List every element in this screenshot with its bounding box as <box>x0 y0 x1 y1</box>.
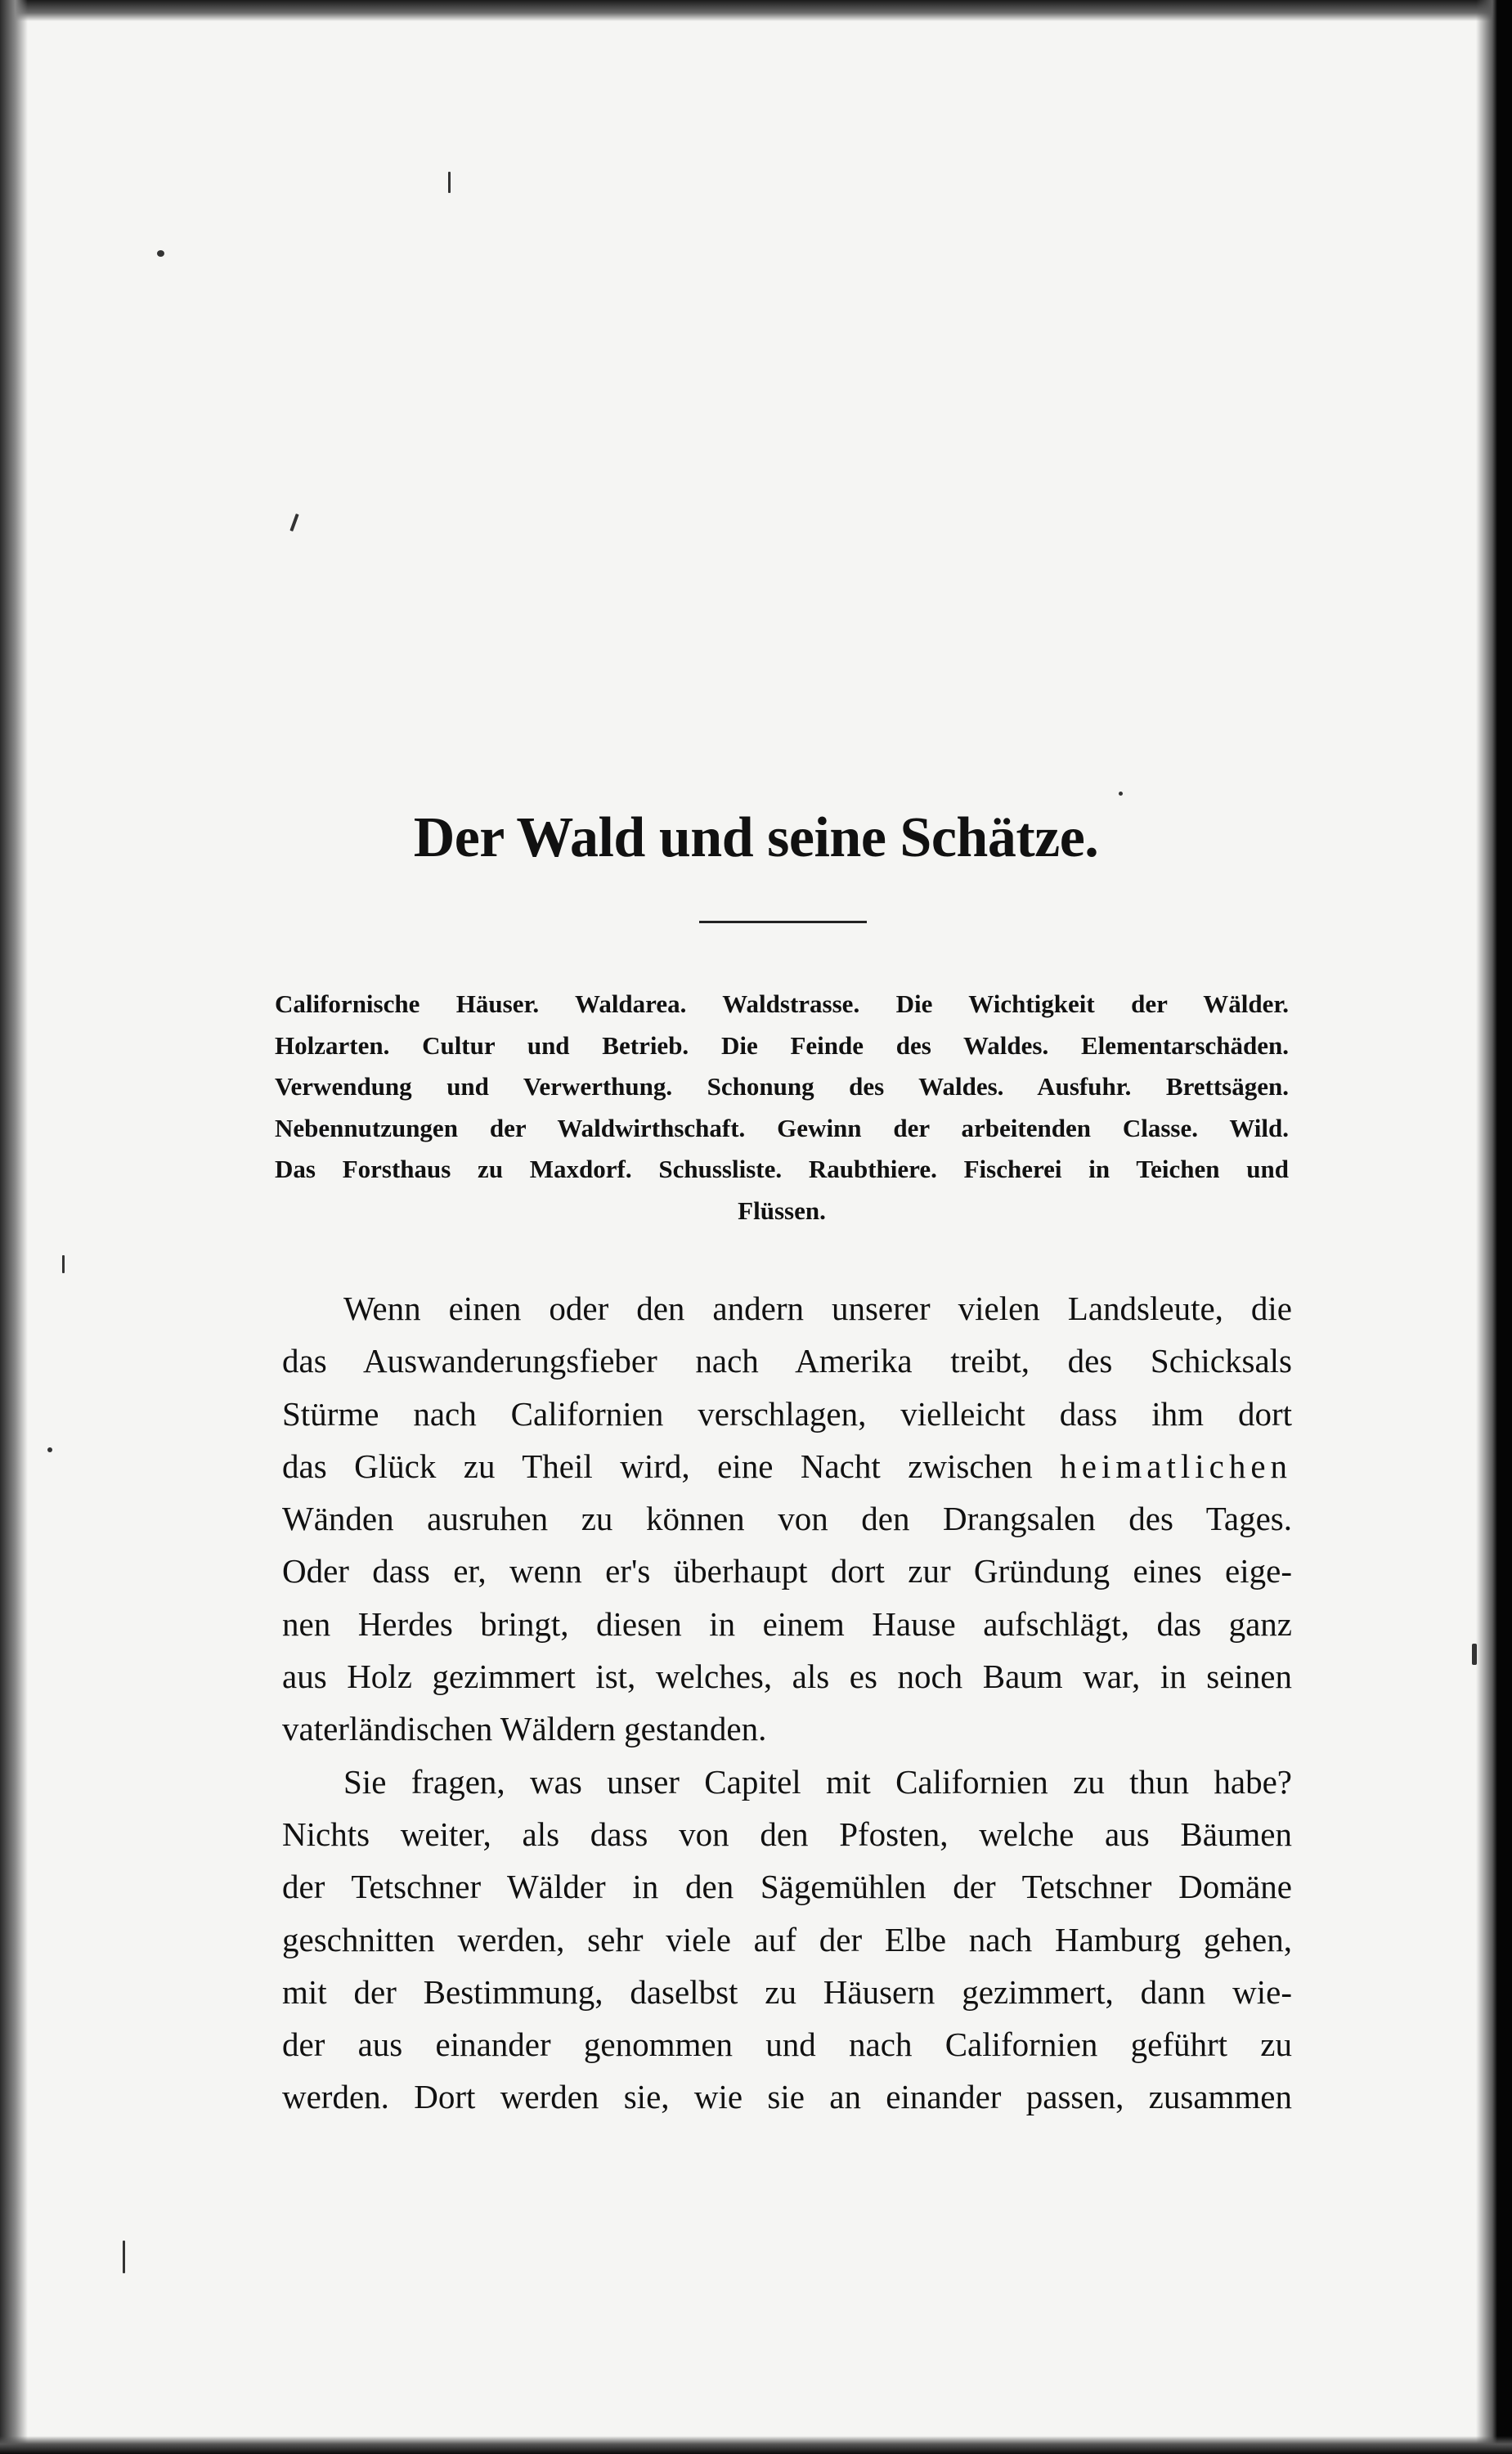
paragraph-1-line: Wänden ausruhen zu können von den Drangsalen des Tages. <box>282 1500 1292 1538</box>
title-rule <box>699 921 867 923</box>
summary-line: Verwendung und Verwerthung. Schonung des Waldes. Ausfuhr. Brettsägen. <box>275 1072 1289 1101</box>
paragraph-1-line: Wenn einen oder den andern unserer vielen Landsleute, die <box>343 1290 1292 1327</box>
paragraph-1-line <box>282 1440 1292 1492</box>
summary-line: Holzarten. Cultur und Betrieb. Die Feinde des Waldes. Elementarschäden. <box>275 1030 1289 1060</box>
scan-edge-left <box>0 0 28 2454</box>
paragraph-1-line: das Auswanderungsfieber nach Amerika treibt, des Schicksals <box>282 1342 1292 1380</box>
summary-line: Californische Häuser. Waldarea. Waldstrasse. Die Wichtigkeit der Wälder. <box>275 989 1289 1018</box>
scan-edge-right <box>1476 0 1512 2454</box>
paragraph-2-line: mit der Bestimmung, daselbst zu Häusern gezimmert, dann wie- <box>282 1972 1292 2011</box>
paragraph-2-line: der Tetschner Wälder in den Sägemühlen der Tetschner Domäne <box>282 1868 1292 1906</box>
paragraph-1-line: nen Herdes bringt, diesen in einem Hause aufschlägt, das ganz <box>282 1604 1292 1643</box>
summary-line: Flüssen. <box>738 1196 826 1225</box>
paragraph-2-line: Sie fragen, was unser Capitel mit Californien zu thun habe? <box>343 1762 1292 1801</box>
scan-speck <box>157 250 164 257</box>
scan-speck <box>123 2241 125 2273</box>
summary-line: Das Forsthaus zu Maxdorf. Schussliste. Raubthiere. Fischerei in Teichen und <box>275 1155 1289 1183</box>
scan-edge-top <box>0 0 1512 21</box>
paragraph-1-line: vaterländischen Wäldern gestanden. <box>282 1710 767 1748</box>
emphasized-word: heimatlichen <box>1060 1447 1293 1485</box>
paragraph-2-line: der aus einander genommen und nach Californien geführt zu <box>282 2026 1292 2064</box>
scan-speck <box>1472 1644 1477 1665</box>
paragraph-1-line-text: das Glück zu Theil wird, eine Nacht zwischen <box>282 1447 1033 1485</box>
paragraph-2-line: Nichts weiter, als dass von den Pfosten, welche aus Bäumen <box>282 1815 1292 1853</box>
paragraph-2-line: werden. Dort werden sie, wie sie an einander passen, zusammen <box>282 2078 1292 2116</box>
scan-speck <box>1119 792 1123 796</box>
paragraph-2-line: geschnitten werden, sehr viele auf der Elbe nach Hamburg gehen, <box>282 1920 1292 1958</box>
scan-speck <box>47 1447 52 1452</box>
paragraph-1-line: Stürme nach Californien verschlagen, vielleicht dass ihm dort <box>282 1394 1292 1433</box>
paragraph-1-line: Oder dass er, wenn er's überhaupt dort zur Gründung eines eige- <box>282 1552 1292 1590</box>
paragraph-1-line: aus Holz gezimmert ist, welches, als es noch Baum war, in seinen <box>282 1658 1292 1696</box>
scan-speck <box>448 172 451 193</box>
chapter-title: Der Wald und seine Schätze. <box>413 806 1099 869</box>
summary-line: Nebennutzungen der Waldwirthschaft. Gewinn der arbeitenden Classe. Wild. <box>275 1113 1289 1142</box>
scan-edge-bottom <box>0 2436 1512 2454</box>
body-text <box>282 1282 1292 2124</box>
chapter-summary <box>275 984 1289 1231</box>
scan-speck <box>289 514 298 532</box>
scan-speck <box>62 1255 65 1273</box>
